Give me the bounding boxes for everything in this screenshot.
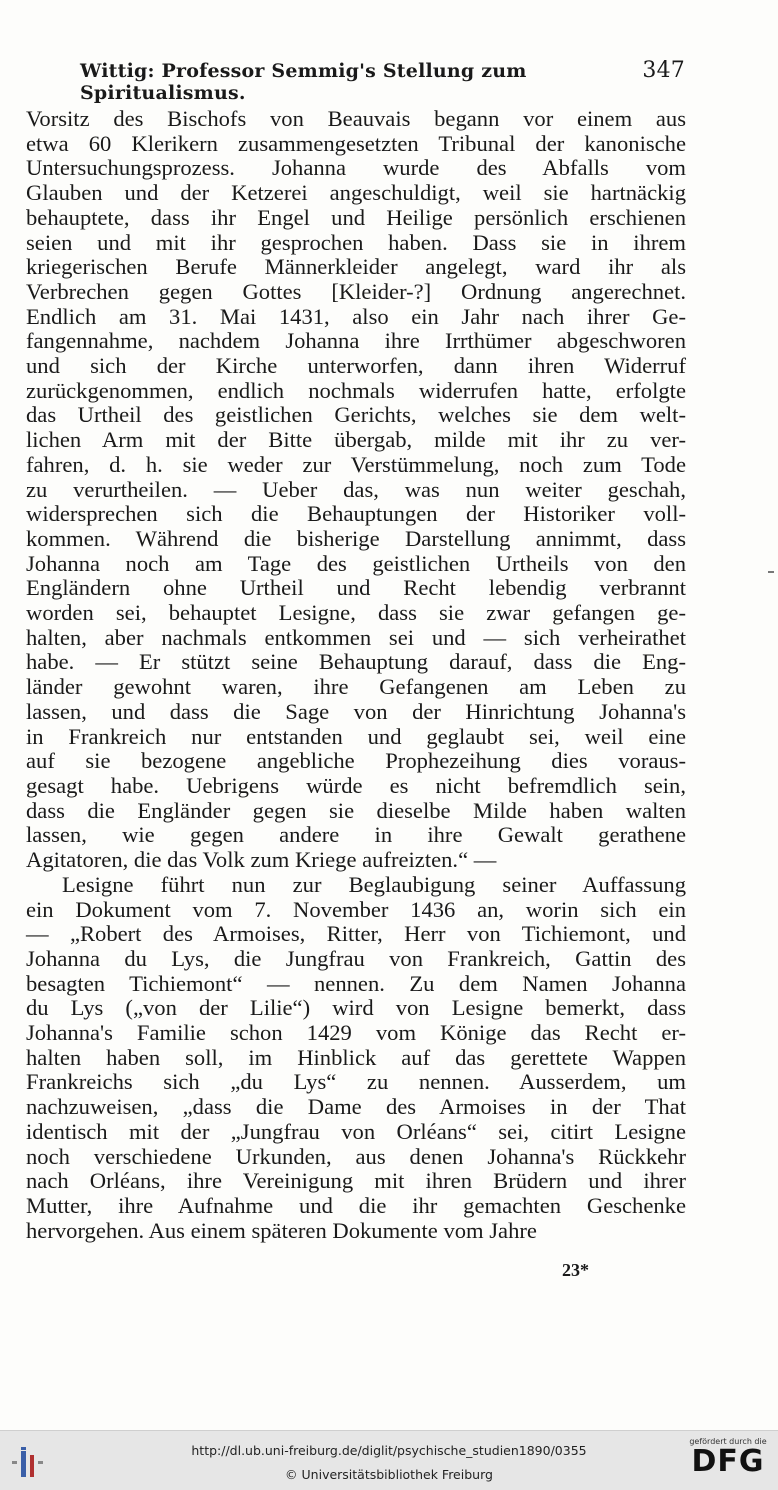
permalink-url[interactable]: http://dl.ub.uni-freiburg.de/diglit/psychische_studien1890/0355 xyxy=(191,1443,587,1458)
text-line: kriegerischen Berufe Männerkleider angelegt, ward ihr als xyxy=(26,254,686,280)
text-line: widersprechen sich die Behauptungen der Historiker voll- xyxy=(26,501,686,527)
text-line: Vorsitz des Bischofs von Beauvais begann vor einem aus xyxy=(26,106,686,131)
text-line: du Lys („von der Lilie“) wird von Lesigne bemerkt, dass xyxy=(26,995,686,1021)
text-line: etwa 60 Klerikern zusammengesetzten Tribunal der kanonische xyxy=(26,130,686,156)
running-title: Wittig: Professor Semmig's Stellung zum Spiritualismus. xyxy=(80,60,527,104)
dfg-logo-text: DFG xyxy=(691,1444,765,1479)
text-line: kommen. Während die bisherige Darstellung annimmt, dass xyxy=(26,525,686,551)
text-line: — „Robert des Armoises, Ritter, Herr von Tichiemont, und xyxy=(26,921,686,947)
text-line: nachzuweisen, „dass die Dame des Armoises in der That xyxy=(26,1094,686,1120)
text-line: fangennahme, nachdem Johanna ihre Irrthümer abgeschworen xyxy=(26,328,686,354)
text-line: Mutter, ihre Aufnahme und die ihr gemachten Geschenke xyxy=(26,1192,686,1218)
text-line: Johanna du Lys, die Jungfrau von Frankreich, Gattin des xyxy=(26,945,686,971)
text-line: länder gewohnt waren, ihre Gefangenen am Leben zu xyxy=(26,674,686,700)
text-line: halten, aber nachmals entkommen sei und — sich verheirathet xyxy=(26,624,686,650)
text-line: Verbrechen gegen Gottes [Kleider-?] Ordnung angerechnet. xyxy=(26,278,686,304)
text-line: worden sei, behauptet Lesigne, dass sie zwar gefangen ge- xyxy=(26,600,686,626)
text-line: lichen Arm mit der Bitte übergab, milde mit ihr zu ver- xyxy=(26,427,686,453)
copyright-notice: © Universitätsbibliothek Freiburg xyxy=(285,1467,493,1482)
text-line: gesagt habe. Uebrigens würde es nicht befremdlich sein, xyxy=(26,772,686,798)
text-line: zu verurtheilen. — Ueber das, was nun weiter geschah, xyxy=(26,476,686,502)
text-line: hervorgehen. Aus einem späteren Dokumente vom Jahre xyxy=(26,1217,537,1243)
text-line: auf sie bezogene angebliche Prophezeihung dies voraus- xyxy=(26,748,686,774)
page-number: 347 xyxy=(642,58,685,83)
text-line: habe. — Er stützt seine Behauptung darauf, dass die Eng- xyxy=(26,649,686,675)
text-line: das Urtheil des geistlichen Gerichts, welches sie dem welt- xyxy=(26,402,686,428)
text-line: fahren, d. h. sie weder zur Verstümmelung, noch zum Tode xyxy=(26,451,686,477)
text-line: Lesigne führt nun zur Beglaubigung seiner Auffassung xyxy=(62,871,686,897)
text-line: Agitatoren, die das Volk zum Kriege aufreizten.“ — xyxy=(26,847,497,873)
text-line: halten haben soll, im Hinblick auf das gerettete Wappen xyxy=(26,1044,686,1070)
text-line: lassen, wie gegen andere in ihre Gewalt gerathene xyxy=(26,822,686,848)
text-line: in Frankreich nur entstanden und geglaubt sei, weil eine xyxy=(26,723,686,749)
signature-mark: 23* xyxy=(562,1260,589,1280)
text-line: Untersuchungsprozess. Johanna wurde des Abfalls vom xyxy=(26,155,686,181)
text-line: lassen, und dass die Sage von der Hinrichtung Johanna's xyxy=(26,698,686,724)
text-line: noch verschiedene Urkunden, aus denen Johanna's Rückkehr xyxy=(26,1143,686,1169)
text-line: seien und mit ihr gesprochen haben. Dass sie in ihrem xyxy=(26,229,686,255)
text-line: dass die Engländer gegen sie dieselbe Milde haben walten xyxy=(26,797,686,823)
text-line: Glauben und der Ketzerei angeschuldigt, weil sie hartnäckig xyxy=(26,180,686,206)
dfg-funded-label: gefördert durch die xyxy=(689,1437,767,1446)
text-line: nach Orléans, ihre Vereinigung mit ihren Brüdern und ihrer xyxy=(26,1168,686,1194)
text-line: behauptete, dass ihr Engel und Heilige persönlich erschienen xyxy=(26,204,686,230)
text-line: zurückgenommen, endlich nochmals widerrufen hatte, erfolgte xyxy=(26,377,686,403)
text-line: und sich der Kirche unterworfen, dann ihren Widerruf xyxy=(26,353,686,379)
body-text xyxy=(26,107,686,1243)
text-line: identisch mit der „Jungfrau von Orléans“ sei, citirt Lesigne xyxy=(26,1118,686,1144)
margin-mark xyxy=(768,571,774,573)
viewer-footer xyxy=(0,1430,778,1490)
running-header xyxy=(80,58,685,104)
text-line: Frankreichs sich „du Lys“ zu nennen. Ausserdem, um xyxy=(26,1069,686,1095)
text-line: ein Dokument vom 7. November 1436 an, worin sich ein xyxy=(26,896,686,922)
text-line: besagten Tichiemont“ — nennen. Zu dem Namen Johanna xyxy=(26,970,686,996)
text-line: Johanna noch am Tage des geistlichen Urtheils von den xyxy=(26,550,686,576)
dfg-logo xyxy=(686,1437,770,1485)
text-line: Johanna's Familie schon 1429 vom Könige das Recht er- xyxy=(26,1020,686,1046)
text-line: Engländern ohne Urtheil und Recht lebendig verbrannt xyxy=(26,575,686,601)
text-line: Endlich am 31. Mai 1431, also ein Jahr nach ihrer Ge- xyxy=(26,303,686,329)
